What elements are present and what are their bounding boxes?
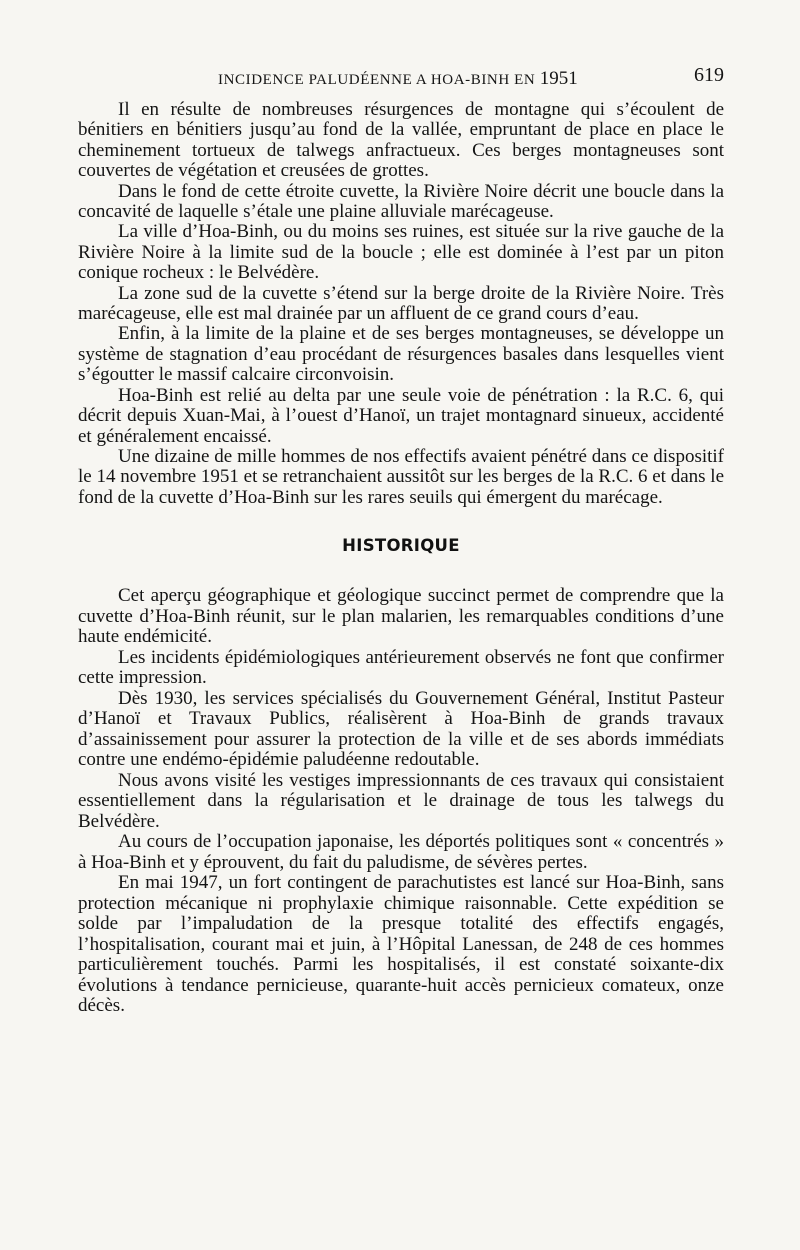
paragraph: Les incidents épidémiologiques antérieurement observés ne font que confirmer cette impression.: [78, 646, 724, 689]
paragraph: Cet aperçu géographique et géologique succinct permet de comprendre que la cuvette d’Hoa-Binh réunit, sur le plan malarien, les remarquables conditions d’une haute endémicité.: [78, 585, 724, 648]
running-title-year: 1951: [539, 68, 578, 89]
paragraph: Hoa-Binh est relié au delta par une seule voie de pénétration : la R.C. 6, qui décrit depuis Xuan-Mai, à l’ouest d’Hanoï, un trajet montagnard sinueux, accidenté et généralement encaissé.: [78, 384, 724, 447]
paragraph: En mai 1947, un fort contingent de parachutistes est lancé sur Hoa-Binh, sans protection mécanique ni prophylaxie chimique raisonnable. Cette expédition se solde par l’impaludation de la presque totalité des effectifs engagés, l’hospitalisation, courant mai et juin, à l’Hôpital Lanessan, de 248 de ces hommes particulièrement touchés. Parmi les hospitalisés, il est constaté soixante-dix évolutions à tendance pernicieuse, quarante-huit accès pernicieux comateux, onze décès.: [78, 872, 724, 1017]
page-number: 619: [694, 64, 724, 86]
paragraph: Une dizaine de mille hommes de nos effectifs avaient pénétré dans ce dispositif le 14 novembre 1951 et se retranchaient aussitôt sur les berges de la R.C. 6 et dans le fond de la cuvette d’Hoa-Binh sur les rares seuils qui émergent du marécage.: [78, 445, 724, 508]
section-historique: [78, 586, 724, 1017]
paragraph: Dans le fond de cette étroite cuvette, la Rivière Noire décrit une boucle dans la concavité de laquelle s’étale une plaine alluviale marécageuse.: [78, 180, 724, 223]
paragraph: Enfin, à la limite de la plaine et de ses berges montagneuses, se développe un système de stagnation d’eau procédant de résurgences basales dans lesquelles vient s’égoutter le massif calcaire circonvoisin.: [78, 323, 724, 386]
running-header: [78, 64, 724, 94]
section-geography: [78, 100, 724, 508]
paragraph: Dès 1930, les services spécialisés du Gouvernement Général, Institut Pasteur d’Hanoï et Travaux Publics, réalisèrent à Hoa-Binh de grands travaux d’assainissement pour assurer la protection de la ville et de ses abords immédiats contre une endémo-épidémie paludéenne redoutable.: [78, 687, 724, 771]
paragraph: Au cours de l’occupation japonaise, les déportés politiques sont « concentrés » à Hoa-Binh et y éprouvent, du fait du paludisme, de sévères pertes.: [78, 831, 724, 873]
page: [78, 64, 724, 1017]
running-title: [218, 68, 578, 90]
paragraph: La zone sud de la cuvette s’étend sur la berge droite de la Rivière Noire. Très marécageuse, elle est mal drainée par un affluent de ce grand cours d’eau.: [78, 282, 724, 325]
running-title-text: INCIDENCE PALUDÉENNE A HOA-BINH EN: [218, 72, 536, 88]
paragraph: Il en résulte de nombreuses résurgences de montagne qui s’écoulent de bénitiers en bénitiers jusqu’au fond de la vallée, empruntant de place en place le cheminement tortueux de talwegs anfractueux. Ces berges montagneuses sont couvertes de végétation et creusées de grottes.: [78, 99, 724, 182]
section-heading: HISTORIQUE: [342, 536, 460, 556]
paragraph: Nous avons visité les vestiges impressionnants de ces travaux qui consistaient essentiellement dans la régularisation et le drainage de tous les talwegs du Belvédère.: [78, 769, 724, 832]
paragraph: La ville d’Hoa-Binh, ou du moins ses ruines, est située sur la rive gauche de la Rivière Noire à la limite sud de la boucle ; elle est dominée à l’est par un piton conique rocheux : le Belvédère.: [78, 221, 724, 284]
